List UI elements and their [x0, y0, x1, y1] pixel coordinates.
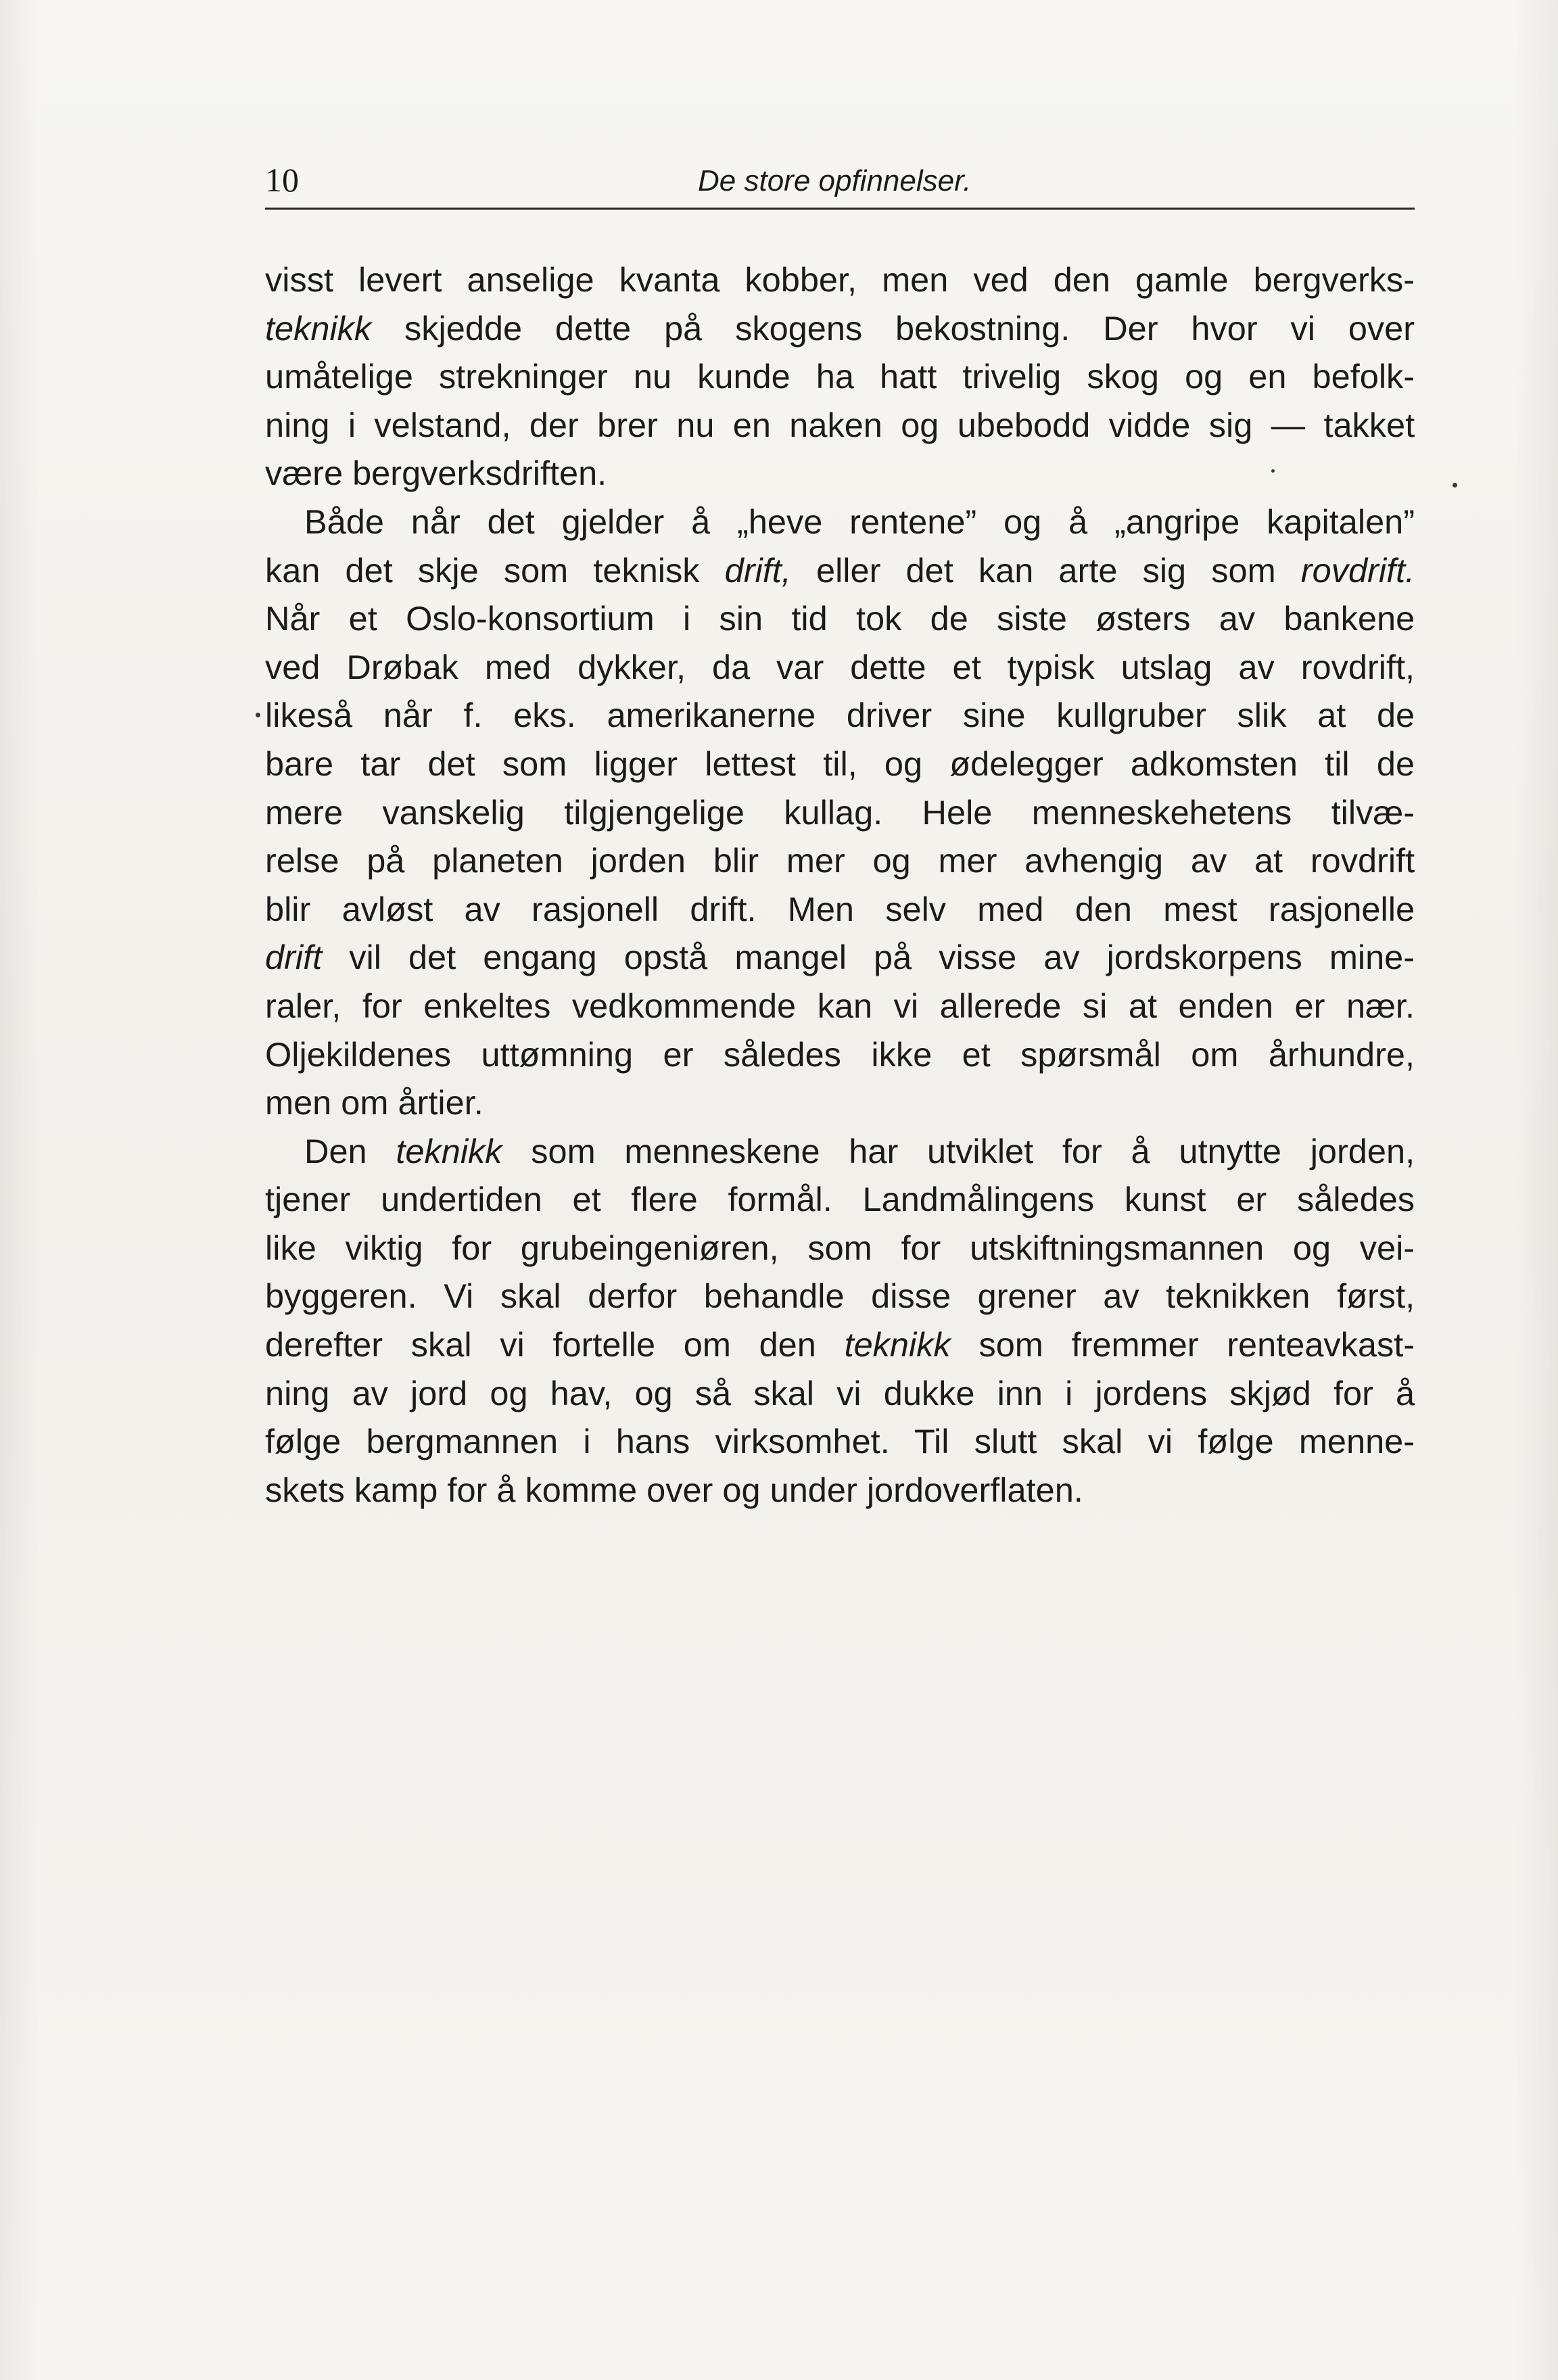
text-line: teknikk skjedde dette på skogens bekostning. Der hvor vi over [265, 308, 1415, 348]
text-line: skets kamp for å komme over og under jordoverflaten. [265, 1470, 1083, 1509]
text-line: relse på planeten jorden blir mer og mer avhengig av at rovdrift [265, 841, 1415, 880]
print-speck [1271, 469, 1275, 473]
text-line: raler, for enkeltes vedkommende kan vi allerede si at enden er nær. [265, 986, 1415, 1025]
text-line: mere vanskelig tilgjengelige kullag. Hele menneskehetens tilvæ- [265, 792, 1415, 832]
text-line: Når et Oslo-konsortium i sin tid tok de siste østers av bankene [265, 599, 1415, 638]
text-line: ved Drøbak med dykker, da var dette et typisk utslag av rovdrift, [265, 647, 1415, 686]
page-number: 10 [265, 161, 299, 199]
header-rule [265, 208, 1415, 210]
text-line: kan det skje som teknisk drift, eller det kan arte sig som rovdrift. [265, 550, 1415, 590]
print-speck [256, 713, 260, 717]
text-line: Den teknikk som menneskene har utviklet for å utnytte jorden, [304, 1131, 1415, 1170]
text-line: derefter skal vi fortelle om den teknikk som fremmer renteavkast- [265, 1325, 1415, 1364]
text-line: umåtelige strekninger nu kunde ha hatt trivelig skog og en befolk- [265, 357, 1415, 396]
body-text [265, 256, 1415, 1514]
text-line: tjener undertiden et flere formål. Landmålingens kunst er således [265, 1180, 1415, 1219]
text-line: likeså når f. eks. amerikanerne driver sine kullgruber slik at de [265, 696, 1415, 735]
text-line: byggeren. Vi skal derfor behandle disse grener av teknikken først, [265, 1277, 1415, 1316]
print-speck [1453, 483, 1457, 487]
running-head [265, 160, 1415, 207]
text-line: men om årtier. [265, 1083, 483, 1122]
text-line: like viktig for grubeingeniøren, som for utskiftningsmannen og vei- [265, 1228, 1415, 1267]
text-line: være bergverksdriften. [265, 454, 607, 493]
text-line: Oljekildenes uttømning er således ikke et spørsmål om århundre, [265, 1034, 1415, 1074]
paragraph-1 [265, 256, 1415, 498]
text-line: ning i velstand, der brer nu en naken og ubebodd vidde sig — takket [265, 405, 1415, 444]
text-line: Både når det gjelder å „heve rentene” og å „angripe kapitalen” [304, 502, 1415, 541]
text-line: følge bergmannen i hans virksomhet. Til slutt skal vi følge menne- [265, 1422, 1415, 1461]
text-line: ning av jord og hav, og så skal vi dukke inn i jordens skjød for å [265, 1373, 1415, 1412]
paragraph-3 [265, 1127, 1415, 1515]
running-title: De store opfinnelser. [698, 164, 972, 197]
text-line: blir avløst av rasjonell drift. Men selv med den mest rasjonelle [265, 889, 1415, 928]
text-line: visst levert anselige kvanta kobber, men ved den gamle bergverks- [265, 260, 1415, 299]
text-line: bare tar det som ligger lettest til, og ødelegger adkomsten til de [265, 744, 1415, 783]
text-line: drift vil det engang opstå mangel på visse av jordskorpens mine- [265, 938, 1415, 977]
paragraph-2 [265, 498, 1415, 1127]
